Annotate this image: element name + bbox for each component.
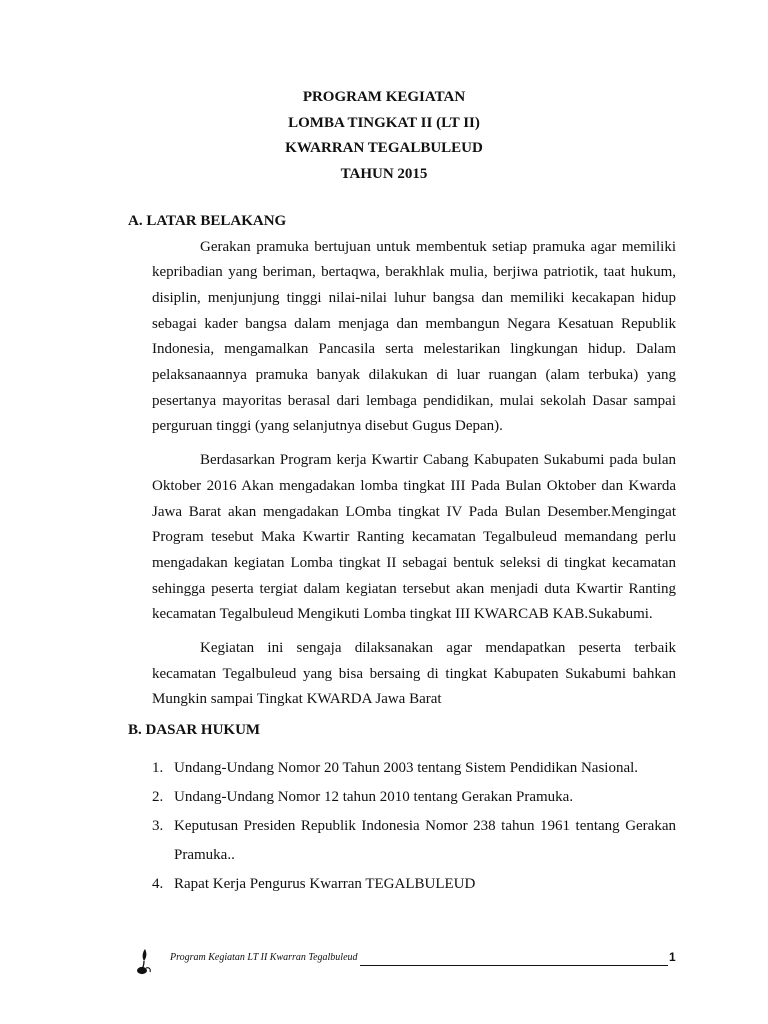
list-item-number: 3.: [152, 817, 164, 834]
list-item: [128, 870, 676, 899]
section-a-paragraph-3: Kegiatan ini sengaja dilaksanakan agar mendapatkan peserta terbaik kecamatan Tegalbuleud yang bisa bersaing di tingkat Kabupaten Sukabumi bahkan Mungkin sampai Tingkat KWARDA Jawa Barat: [152, 640, 676, 708]
section-a-heading: A. LATAR BELAKANG: [128, 213, 287, 229]
title-line-4: TAHUN 2015: [340, 165, 428, 182]
section-a-paragraph-2: Berdasarkan Program kerja Kwartir Cabang Kabupaten Sukabumi pada bulan Oktober 2016 Akan mengadakan lomba tingkat III Pada Bulan Oktober dan Kwarda Jawa Barat akan mengadakan LOmba tingkat IV Pada Bulan Desember.Mengingat Program tesebut Maka Kwartir Ranting kecamatan Tegalbuleud memandang perlu mengadakan kegiatan Lomba tingkat II sebagai bentuk seleksi di tingkat kecamatan sehingga peserta tergiat dalam kegiatan tersebut akan menjadi duta Kwartir Ranting kecamatan Tegalbuleud Mengikuti Lomba tingkat III KWARCAB KAB.Sukabumi.: [152, 452, 676, 623]
page-number: 1: [669, 950, 676, 964]
list-item-text: Undang-Undang Nomor 20 Tahun 2003 tentang Sistem Pendidikan Nasional.: [174, 759, 639, 776]
list-item: [128, 783, 676, 812]
section-b-heading: B. DASAR HUKUM: [128, 722, 261, 739]
document-title-block: [0, 85, 768, 187]
list-item-number: 1.: [152, 759, 164, 776]
list-item: [128, 754, 676, 783]
list-item-text: Keputusan Presiden Republik Indonesia Nomor 238 tahun 1961 tentang Gerakan Pramuka..: [174, 817, 676, 863]
title-line-3: KWARRAN TEGALBULEUD: [285, 140, 483, 156]
section-a-paragraph-1: Gerakan pramuka bertujuan untuk membentuk setiap pramuka agar memiliki kepribadian yang beriman, bertaqwa, berakhlak mulia, berjiwa patriotik, taat hukum, disiplin, menjunjung tinggi nilai-nilai luhur bangsa dan memiliki kecakapan hidup sebagai kader bangsa dalam menjaga dan membangun Negara Kesatuan Republik Indonesia, mengamalkan Pancasila serta melestarikan lingkungan hidup. Dalam pelaksanaannya pramuka banyak dilakukan di luar ruangan (alam terbuka) yang pesertanya mayoritas berasal dari lembaga pendidikan, mulai sekolah Dasar sampai perguruan tinggi (yang selanjutnya disebut Gugus Depan).: [152, 238, 676, 435]
page-footer: [128, 946, 678, 980]
title-line-2: LOMBA TINGKAT II (LT II): [288, 114, 480, 131]
list-item-text: Undang-Undang Nomor 12 tahun 2010 tentang Gerakan Pramuka.: [174, 788, 574, 805]
legal-basis-list: [128, 754, 676, 899]
list-item: [128, 812, 676, 870]
footer-text: Program Kegiatan LT II Kwarran Tegalbuleud: [170, 952, 358, 963]
list-item-number: 2.: [152, 788, 164, 805]
tunas-kelapa-icon: [136, 948, 152, 976]
list-item-text: Rapat Kerja Pengurus Kwarran TEGALBULEUD: [174, 875, 476, 892]
list-item-number: 4.: [152, 875, 164, 892]
title-line-1: PROGRAM KEGIATAN: [302, 89, 466, 105]
document-body: [128, 209, 676, 899]
footer-rule: [360, 965, 668, 966]
